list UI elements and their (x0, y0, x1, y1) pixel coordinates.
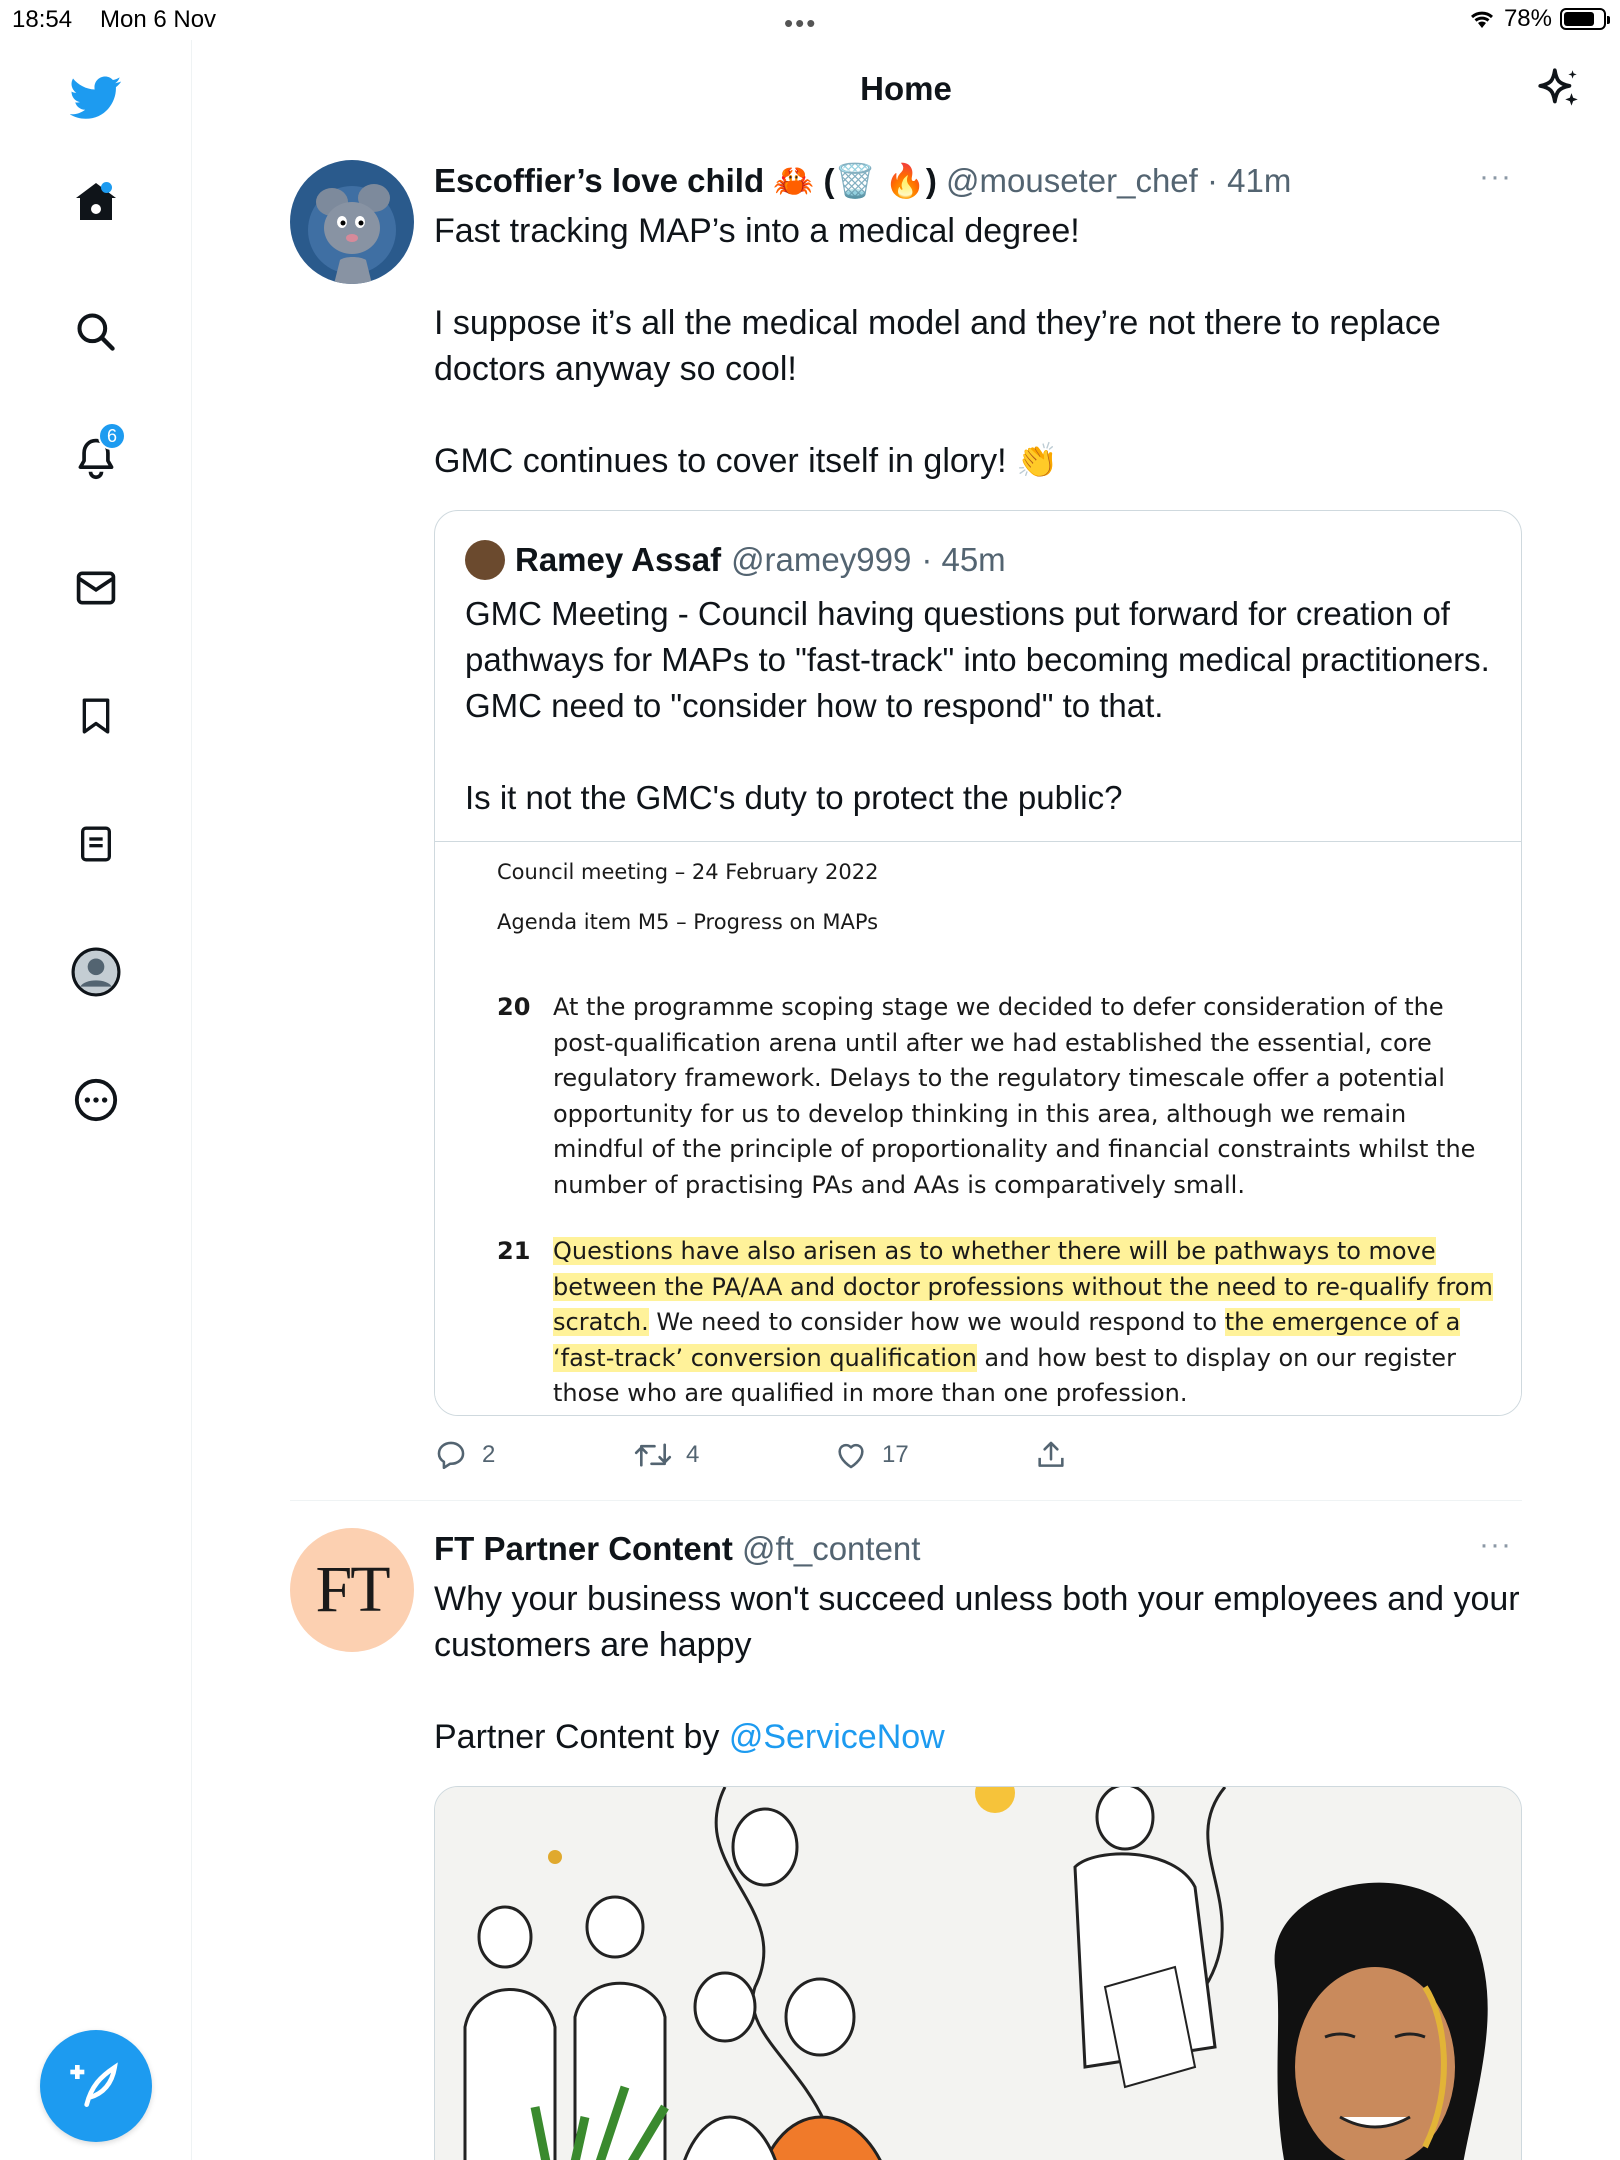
tweet-text: Fast tracking MAP’s into a medical degree! I suppose it’s all the medical model and they’re not there to replace doctors anyway so cool! GMC continues to cover itself in glory! 👏 (434, 212, 1441, 480)
partner-line (434, 1714, 1522, 1760)
tweet-time[interactable]: · 41m (1207, 162, 1292, 199)
promo-image[interactable] (434, 1786, 1522, 2160)
home-header (192, 40, 1620, 140)
compose-tweet-button[interactable] (40, 2030, 152, 2142)
sidebar (0, 40, 192, 2160)
home-icon[interactable] (66, 172, 126, 232)
share-icon (1034, 1438, 1068, 1472)
status-time: 18:54 (12, 6, 73, 33)
avatar[interactable] (290, 1528, 414, 1652)
more-icon[interactable] (66, 1070, 126, 1130)
para-number: 20 (497, 993, 531, 1021)
doc-agenda-line: Agenda item M5 – Progress on MAPs (497, 910, 879, 934)
quote-text: GMC Meeting - Council having questions put forward for creation of pathways for MAPs to "fast-track" into becoming medical practitioners. GMC need to "consider how to respond" to that. Is it not the GMC's duty to protect the public? (465, 595, 1490, 816)
multitask-dots-icon[interactable]: ••• (784, 8, 818, 38)
status-bar (0, 0, 1620, 40)
retweet-button[interactable] (634, 1438, 834, 1472)
partner-link[interactable]: @ServiceNow (728, 1718, 945, 1756)
reply-icon (434, 1438, 468, 1472)
author-name[interactable]: Escoffier’s love child 🦀 (🗑️ 🔥) (434, 162, 937, 199)
sparkle-icon[interactable] (1534, 64, 1584, 119)
tweet-header (434, 160, 1522, 202)
mail-icon[interactable] (66, 558, 126, 618)
plain-text: We need to consider how we would respond to (648, 1308, 1225, 1336)
tweet-actions (434, 1438, 1522, 1472)
notifications-badge: 6 (98, 422, 126, 450)
doc-paragraph-21 (497, 1234, 1497, 1412)
quote-image[interactable] (435, 841, 1521, 1415)
avatar[interactable] (290, 160, 414, 284)
more-options-icon[interactable]: ··· (1479, 160, 1512, 193)
author-name[interactable]: FT Partner Content (434, 1530, 733, 1567)
battery-icon (1560, 8, 1606, 30)
quote-header (435, 511, 1521, 581)
page-title: Home (860, 70, 952, 107)
more-options-icon[interactable]: ··· (1479, 1528, 1512, 1561)
like-count: 17 (882, 1441, 909, 1468)
highlighted-text: the emergence of a ‘fast-track’ conversion qualification (553, 1308, 1461, 1372)
author-handle[interactable]: @ft_content (742, 1530, 921, 1567)
bell-icon[interactable] (66, 425, 126, 488)
tweet-text: Why your business won't succeed unless both your employees and your customers are happy (434, 1580, 1520, 1664)
para-number: 21 (497, 1237, 531, 1265)
reply-count: 2 (482, 1441, 496, 1468)
retweet-icon (634, 1438, 672, 1472)
profile-icon[interactable] (66, 942, 126, 1002)
wifi-icon (1468, 8, 1496, 30)
quote-author-name: Ramey Assaf (515, 541, 722, 578)
heart-icon (834, 1438, 868, 1472)
reply-button[interactable] (434, 1438, 634, 1472)
quote-author-handle: @ramey999 (731, 541, 912, 578)
doc-meeting-line: Council meeting – 24 February 2022 (497, 860, 879, 884)
bookmark-icon[interactable] (66, 686, 126, 746)
partner-prefix: Partner Content by (434, 1718, 729, 1756)
lists-icon[interactable] (66, 814, 126, 874)
para-text: At the programme scoping stage we decided to defer consideration of the post-qualification arena until after we had established the essential, core regulatory framework. Delays to the regulatory timescale offer a potential opportunity for us to develop thinking in this area, although we remain mindful of the principle of proportionality and financial constraints whilst the number of practising PAs and AAs is comparatively small. (553, 993, 1476, 1199)
para-text (553, 1234, 1497, 1412)
feather-plus-icon (68, 2058, 124, 2114)
home-unread-dot (101, 182, 112, 193)
share-button[interactable] (1034, 1438, 1234, 1472)
highlighted-text: Questions have also arisen as to whether there will be pathways to move between the PA/AA and doctor professions without the need to re-qualify from scratch. (553, 1237, 1493, 1336)
plain-text: and how best to display on our register those who are qualified in more than one profession. (553, 1343, 1456, 1407)
search-icon[interactable] (66, 302, 126, 362)
like-button[interactable] (834, 1438, 1034, 1472)
status-date: Mon 6 Nov (100, 6, 217, 33)
author-handle[interactable]: @mouseter_chef (946, 162, 1198, 199)
tweet-divider (290, 1500, 1522, 1501)
doc-paragraph-20 (497, 990, 1497, 1203)
quote-time: · 45m (921, 541, 1006, 578)
twitter-logo-icon[interactable] (66, 68, 126, 128)
quote-avatar (465, 540, 505, 580)
battery-percent: 78% (1503, 5, 1552, 32)
retweet-count: 4 (686, 1441, 700, 1468)
quote-tweet[interactable] (434, 510, 1522, 1416)
ft-logo-text: FT (315, 1553, 389, 1626)
tweet-header (434, 1528, 1522, 1570)
